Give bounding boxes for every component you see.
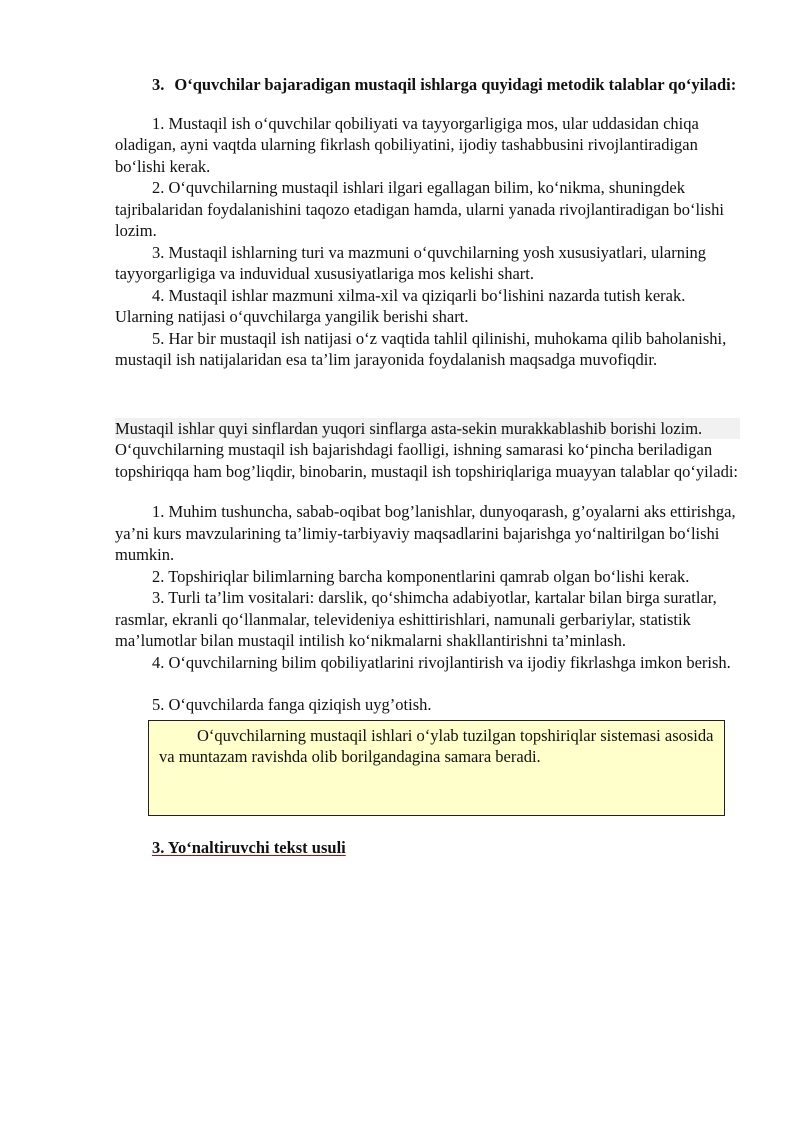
section-heading	[115, 74, 740, 96]
requirement-item: 5. Har bir mustaqil ish natijasi o‘z vaqtida tahlil qilinishi, muhokama qilib baholanishi, mustaqil ish natijalaridan esa ta’lim jarayonida foydalanish maqsadga muvofiqdir.	[115, 328, 727, 369]
next-section-heading: 3. Yo‘naltiruvchi tekst usuli	[152, 837, 346, 857]
task-requirement-item: 3. Turli ta’lim vositalari: darslik, qo‘shimcha adabiyotlar, kartalar bilan birga suratlar, rasmlar, ekranli qo‘llanmalar, televideniya eshittirishlari, namunali gerbariylar, statistik ma’lumotlar bilan mustaqil intilish ko‘nikmalarni shakllantirishni ta’minlash.	[115, 588, 717, 650]
complexity-paragraph: Mustaqil ishlar quyi sinflardan yuqori sinflarga asta-sekin murakkablashib borishi lozim.	[115, 418, 740, 440]
requirement-item: 4. Mustaqil ishlar mazmuni xilma-xil va qiziqarli bo‘lishini nazarda tutish kerak. Ularning natijasi o‘quvchilarga yangilik berishi shart.	[115, 285, 686, 326]
task-requirement-item: 1. Muhim tushuncha, sabab-oqibat bog’lanishlar, dunyoqarash, g’oyalarni aks ettirishga, ya’ni kurs mavzularining ta’limiy-tarbiyaviy maqsadlarini bajarishga yo‘naltirilgan bo‘lishi mumkin.	[115, 502, 736, 564]
requirement-item: 3. Mustaqil ishlarning turi va mazmuni o‘quvchilarning yosh xususiyatlari, ularning tayyorgarligiga va induvidual xususiyatlariga mos kelishi shart.	[115, 242, 707, 283]
section-title: O‘quvchilar bajaradigan mustaqil ishlarga quyidagi metodik talablar qo‘yiladi:	[174, 75, 737, 94]
task-requirement-item: 4. O‘quvchilarning bilim qobiliyatlarini rivojlantirish va ijodiy fikrlashga imkon berish.	[152, 652, 731, 672]
requirement-item: 2. O‘quvchilarning mustaqil ishlari ilgari egallagan bilim, ko‘nikma, shuningdek tajribalaridan foydalanishini taqozo etadigan hamda, ularni yanada rivojlantiradigan bo‘lishi lozim.	[115, 178, 724, 240]
task-requirement-item: 2. Topshiriqlar bilimlarning barcha komponentlarini qamrab olgan bo‘lishi kerak.	[152, 566, 690, 586]
document-page	[115, 74, 740, 858]
section-number: 3.	[152, 75, 165, 94]
note-text: O‘quvchilarning mustaqil ishlari o‘ylab tuzilgan topshiriqlar sistemasi asosida va muntazam ravishda olib borilgandagina samara beradi.	[159, 725, 714, 766]
task-requirement-item: 5. O‘quvchilarda fanga qiziqish uyg’otish.	[152, 695, 432, 714]
activity-paragraph: O‘quvchilarning mustaqil ish bajarishdagi faolligi, ishning samarasi ko‘pincha beriladigan topshiriqqa ham bog’liqdir, binobarin, mustaqil ish topshiriqlariga muayyan talablar qo‘yiladi:	[115, 440, 739, 481]
requirement-item: 1. Mustaqil ish o‘quvchilar qobiliyati va tayyorgarligiga mos, ular uddasidan chiqa oladigan, ayni vaqtda ularning fikrlash qobiliyatini, ijodiy tashabbusini rivojlantiradigan bo‘lishi kerak.	[115, 113, 699, 176]
note-box	[148, 720, 725, 816]
